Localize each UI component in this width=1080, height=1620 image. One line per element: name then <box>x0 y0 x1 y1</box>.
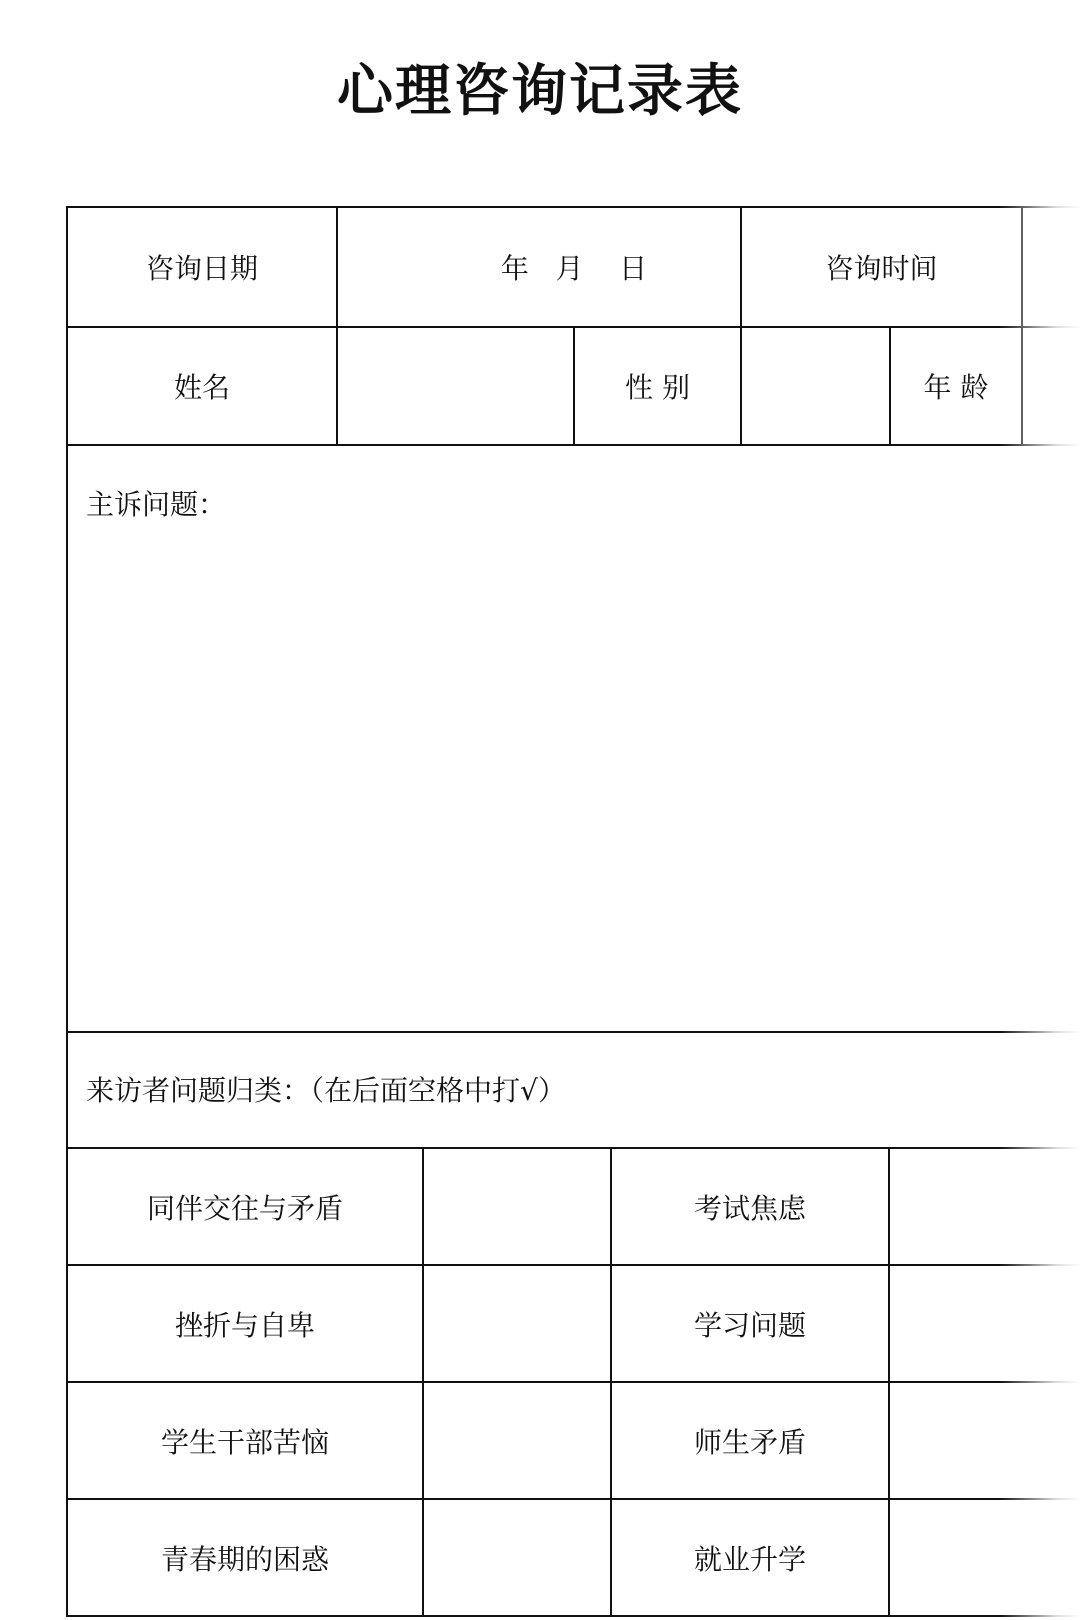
category-checkbox[interactable] <box>890 1266 1080 1381</box>
category-checkbox[interactable] <box>424 1500 610 1615</box>
category-checkbox[interactable] <box>890 1149 1080 1264</box>
category-checkbox[interactable] <box>424 1266 610 1381</box>
category-item: 师生矛盾 <box>693 1425 806 1459</box>
consult-date-field[interactable]: 年 月 日 <box>500 252 648 285</box>
category-checkbox[interactable] <box>890 1383 1080 1498</box>
consult-date-label: 咨询日期 <box>145 252 258 285</box>
category-label: 来访者问题归类：（在后面空格中打√） <box>86 1074 566 1107</box>
consult-time-field[interactable] <box>1023 208 1080 326</box>
form-border-bottom <box>66 1615 1080 1617</box>
name-field[interactable] <box>338 328 573 444</box>
row-divider <box>66 1031 1080 1033</box>
complaint-field[interactable] <box>68 530 1080 1030</box>
category-item: 学习问题 <box>693 1308 806 1342</box>
category-item: 青春期的困惑 <box>160 1542 329 1576</box>
category-item: 考试焦虑 <box>693 1191 806 1225</box>
age-field[interactable] <box>1023 328 1080 444</box>
category-item: 就业升学 <box>693 1542 806 1576</box>
form-title: 心理咨询记录表 <box>337 59 743 124</box>
category-checkbox[interactable] <box>424 1149 610 1264</box>
row-divider <box>66 444 1080 446</box>
category-checkbox[interactable] <box>890 1500 1080 1615</box>
gender-label: 性 别 <box>625 371 690 404</box>
category-checkbox[interactable] <box>424 1383 610 1498</box>
category-item: 挫折与自卑 <box>174 1308 315 1342</box>
consult-time-label: 咨询时间 <box>825 252 938 285</box>
category-item: 同伴交往与矛盾 <box>146 1191 343 1225</box>
age-label: 年 龄 <box>923 371 989 404</box>
name-label: 姓名 <box>173 371 230 404</box>
category-item: 学生干部苦恼 <box>160 1425 329 1459</box>
gender-field[interactable] <box>742 328 889 444</box>
complaint-label: 主诉问题： <box>86 488 227 521</box>
